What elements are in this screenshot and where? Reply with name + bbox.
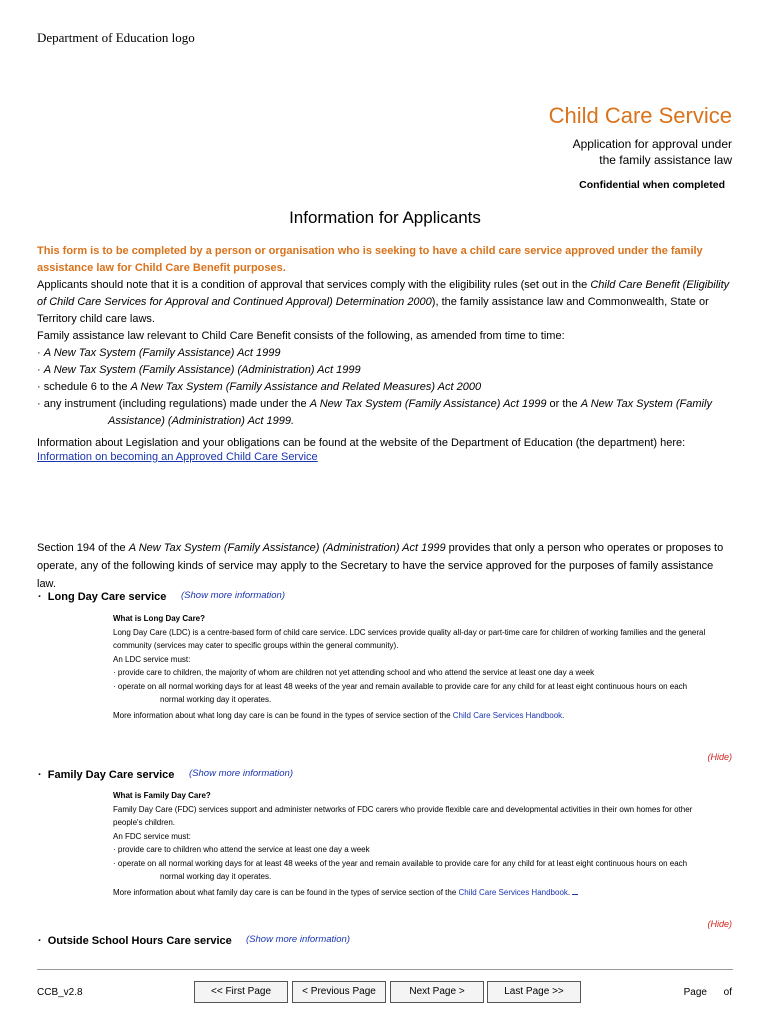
legislation-paragraph <box>37 436 733 464</box>
first-page-button[interactable]: << First Page <box>194 981 288 1003</box>
more-info-text: More information about what long day care is can be found in the types of service section of the <box>113 710 453 720</box>
previous-page-button[interactable]: < Previous Page <box>292 981 386 1003</box>
ldc-requirement: · provide care to children, the majority of whom are children not yet attending school and who attend the service at least one day a week <box>113 668 595 677</box>
info-heading: Information for Applicants <box>289 208 481 227</box>
department-logo: Department of Education logo <box>37 30 195 45</box>
ldc-requirement: · operate on all normal working days for at least 48 weeks of the year and remain available to provide care for any child for at least eight continuous hours on each <box>113 681 688 691</box>
para1-text-end: ), the family assistance law and Commonwealth, State or Territory child care laws. <box>37 296 709 325</box>
fdc-details <box>113 789 718 899</box>
more-info-end: . <box>562 710 565 720</box>
ldc-must: An LDC service must: <box>113 654 191 664</box>
ldc-handbook-link[interactable]: Child Care Services Handbook <box>452 710 563 720</box>
list-act: A New Tax System (Family Assistance and Related Measures) Act 2000 <box>130 381 482 393</box>
link-underline-mark <box>572 894 578 895</box>
list-act: A New Tax System (Family Assistance) (Administration) Act 1999 <box>43 364 361 376</box>
list-bullet: · <box>37 347 44 359</box>
page-title: Child Care Service <box>548 103 732 128</box>
service-long-day-care: · Long Day Care service <box>38 591 167 603</box>
list-act: A New Tax System (Family Assistance) Act 1999 <box>309 398 547 410</box>
ldc-details <box>113 612 718 722</box>
more-info-text: More information about what family day care is can be found in the types of service section of the <box>113 887 459 897</box>
fdc-show-more-link[interactable]: (Show more information) <box>189 768 294 779</box>
section-text-end: provides that only a person who operates or proposes to operate, any of the following kinds of service may apply to the Secretary to have the service approved for the purposes of family assistance law. <box>37 542 724 590</box>
subtitle-line-1: Application for approval under <box>572 137 732 151</box>
section-act: A New Tax System (Family Assistance) (Administration) Act 1999 <box>128 542 446 554</box>
list-bullet: · <box>37 364 44 376</box>
fdc-more-info <box>113 886 718 900</box>
fdc-handbook-link[interactable]: Child Care Services Handbook <box>458 887 568 897</box>
footer-divider <box>37 969 733 970</box>
law-list-item <box>37 345 733 362</box>
list-act: A New Tax System (Family <box>580 398 712 410</box>
law-paragraph: Family assistance law relevant to Child Care Benefit consists of the following, as amended from time to time: <box>37 330 565 342</box>
list-act: Assistance) (Administration) Act 1999. <box>108 415 295 427</box>
list-bullet: · schedule 6 to the <box>37 381 131 393</box>
fdc-must: An FDC service must: <box>113 831 191 841</box>
para1-determination: Child Care Benefit (Eligibility of Child Care Services for Approval and Continued Approval) Determination 2000 <box>37 279 730 308</box>
more-info-end: . <box>567 887 571 897</box>
page-subtitle <box>472 136 732 168</box>
service-label: Long Day Care service <box>47 591 167 603</box>
intro-text: This form is to be completed by a person or organisation who is seeking to have a child care service approved under the family assistance law for Child Care Benefit purposes. <box>37 245 703 274</box>
fdc-hide-link[interactable]: (Hide) <box>707 919 732 929</box>
fdc-what-heading: What is Family Day Care? <box>113 791 211 800</box>
last-page-button[interactable]: Last Page >> <box>487 981 581 1003</box>
eligibility-paragraph <box>37 277 733 328</box>
ldc-more-info <box>113 709 718 723</box>
service-outside-school-hours-care: · Outside School Hours Care service <box>38 935 232 947</box>
law-list-item <box>37 362 733 379</box>
ldc-requirement-cont: normal working day it operates. <box>160 695 272 704</box>
law-list-item-cont <box>37 413 733 430</box>
oshc-show-more-link[interactable]: (Show more information) <box>246 934 351 945</box>
legislation-text: Information about Legislation and your obligations can be found at the website of the Department of Education (the department) here: <box>37 437 686 449</box>
fdc-description: Family Day Care (FDC) services support and administer networks of FDC carers who provide flexible care and developmental activities in their own homes for other people's children. <box>113 804 693 827</box>
list-text: or the <box>546 398 581 410</box>
section-text: Section 194 of the <box>37 542 129 554</box>
page-indicator: Page of <box>683 987 732 998</box>
section-194-paragraph <box>37 539 733 593</box>
service-label: Family Day Care service <box>47 769 175 781</box>
subtitle-line-2: the family assistance law <box>599 153 732 167</box>
info-body <box>37 243 733 464</box>
fdc-requirement: · operate on all normal working days for at least 48 weeks of the year and remain available to provide care for any child for at least eight continuous hours on each <box>113 858 688 868</box>
fdc-requirement: · provide care to children who attend the service at least one day a week <box>113 845 370 854</box>
list-act: A New Tax System (Family Assistance) Act 1999 <box>43 347 281 359</box>
fdc-requirement-cont: normal working day it operates. <box>160 872 272 881</box>
law-list-item <box>37 396 733 413</box>
ldc-what-heading: What is Long Day Care? <box>113 614 206 623</box>
para1-text: Applicants should note that it is a condition of approval that services comply with the eligibility rules (set out in the <box>37 279 591 291</box>
list-text: · any instrument (including regulations) made under the <box>37 398 310 410</box>
service-label: Outside School Hours Care service <box>47 935 232 947</box>
law-list-item <box>37 379 733 396</box>
approved-service-link[interactable]: Information on becoming an Approved Child Care Service <box>37 451 318 463</box>
ldc-description: Long Day Care (LDC) is a centre-based form of child care service. LDC services provide quality all-day or part-time care for children of working families and the general community (services may cater to specific groups within the general community). <box>113 627 706 650</box>
service-family-day-care: · Family Day Care service <box>38 769 175 781</box>
next-page-button[interactable]: Next Page > <box>390 981 484 1003</box>
confidential-notice: Confidential when completed <box>579 179 725 191</box>
ldc-show-more-link[interactable]: (Show more information) <box>181 590 286 601</box>
ldc-hide-link[interactable]: (Hide) <box>707 752 732 762</box>
form-version: CCB_v2.8 <box>37 987 83 998</box>
